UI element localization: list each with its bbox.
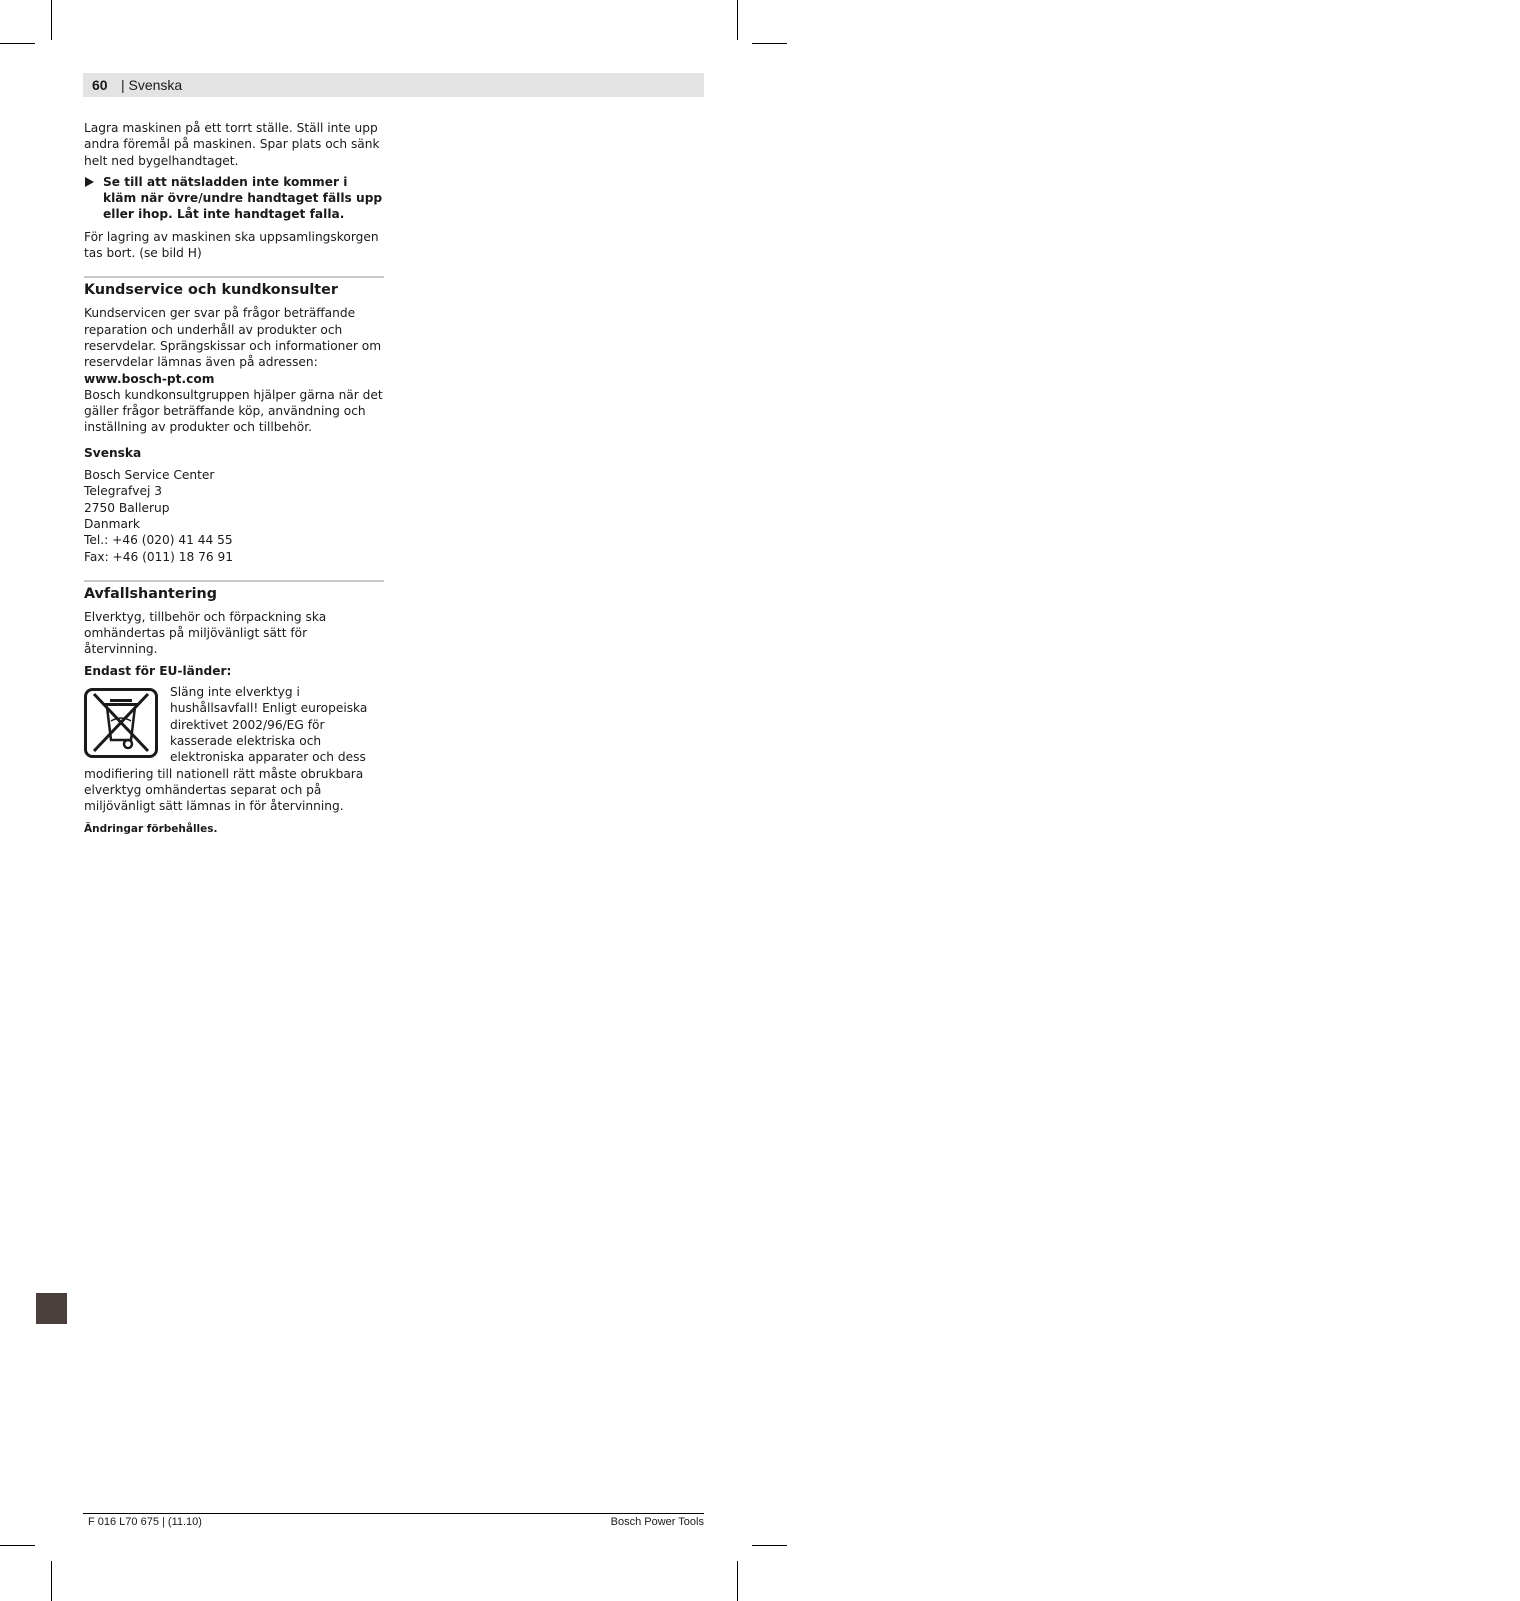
crop-mark xyxy=(51,1561,52,1601)
footer-rule xyxy=(83,1513,704,1514)
bullet-triangle-icon xyxy=(85,177,94,187)
crop-mark xyxy=(752,1545,787,1546)
page-language: | Svenska xyxy=(121,77,183,93)
crop-mark xyxy=(737,0,738,40)
crop-mark xyxy=(752,43,787,44)
service-address xyxy=(84,467,384,565)
crop-mark xyxy=(0,43,35,44)
storage-warning xyxy=(84,174,384,223)
page-header xyxy=(83,73,704,97)
address-phone: Tel.: +46 (020) 41 44 55 xyxy=(84,533,233,548)
chapter-tab-marker xyxy=(36,1293,67,1324)
text-column xyxy=(84,120,384,838)
storage-paragraph: Lagra maskinen på ett torrt ställe. Ställ inte upp andra föremål på maskinen. Spar plats och sänk helt ned bygelhandtaget. xyxy=(84,121,380,168)
storage-paragraph-2: För lagring av maskinen ska uppsamlingskorgen tas bort. (se bild H) xyxy=(84,229,379,261)
address-fax: Fax: +46 (011) 18 76 91 xyxy=(84,549,234,564)
service-url[interactable]: www.bosch-pt.com xyxy=(84,371,215,386)
address-line: Bosch Service Center xyxy=(84,468,215,483)
changes-note: Ändringar förbehålles. xyxy=(84,823,218,836)
address-line: Danmark xyxy=(84,516,140,531)
eu-heading: Endast för EU-länder: xyxy=(84,663,232,678)
address-line: Telegrafvej 3 xyxy=(84,484,162,499)
service-country: Svenska xyxy=(84,445,142,460)
crossed-out-wheelie-bin-icon xyxy=(84,688,158,758)
service-title: Kundservice och kundkonsulter xyxy=(84,282,338,299)
section-divider xyxy=(84,276,384,278)
section-divider xyxy=(84,580,384,582)
footer-doc-number: F 016 L70 675 | (11.10) xyxy=(88,1516,202,1528)
footer-brand: Bosch Power Tools xyxy=(610,1516,704,1528)
storage-warning-text: Se till att nätsladden inte kommer i kläm när övre/undre handtaget fälls upp eller ihop. Låt inte handtaget falla. xyxy=(103,174,383,222)
disposal-title: Avfallshantering xyxy=(84,585,217,602)
page-number: 60 xyxy=(92,77,108,93)
disposal-paragraph: Elverktyg, tillbehör och förpackning ska omhändertas på miljövänligt sätt för återvinning. xyxy=(84,609,327,657)
service-paragraph-2: Bosch kundkonsultgruppen hjälper gärna när det gäller frågor beträffande köp, användning och inställning av produkter och tillbehör. xyxy=(84,387,383,435)
address-line: 2750 Ballerup xyxy=(84,500,170,515)
weee-text: Släng inte elverktyg i hushållsavfall! Enligt europeiska direktivet 2002/96/EG för kasserade elektriska och elektroniska apparater och dess modifiering till nationell rätt måste obrukbara elverktyg omhändertas separat och på miljövänligt sätt lämnas in för återvinning. xyxy=(84,685,368,814)
crop-mark xyxy=(0,1545,35,1546)
crop-mark xyxy=(51,0,52,40)
crop-mark xyxy=(737,1561,738,1601)
service-paragraph: Kundservicen ger svar på frågor beträffande reparation och underhåll av produkter och reservdelar. Sprängskissar och informationer om reservdelar lämnas även på adressen: xyxy=(84,306,382,370)
weee-block xyxy=(84,684,384,814)
